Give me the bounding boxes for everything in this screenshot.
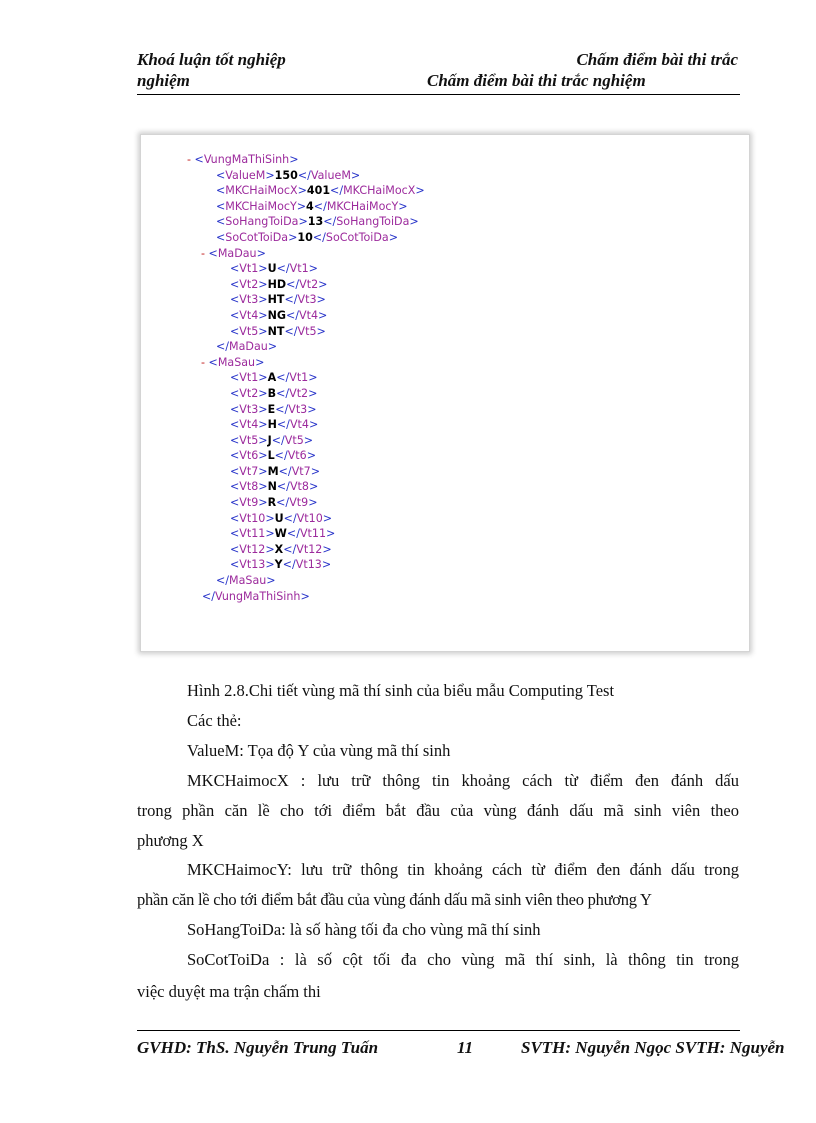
xml-value: 150	[274, 168, 298, 182]
xml-line	[187, 511, 425, 527]
xml-end-tag-name: Vt11	[299, 527, 327, 541]
xml-value: X	[274, 542, 284, 556]
xml-bracket: </	[278, 464, 292, 478]
xml-bracket: >	[409, 215, 419, 229]
xml-bracket: >	[316, 293, 326, 307]
xml-line	[187, 168, 425, 184]
xml-bracket: </	[276, 496, 290, 510]
xml-bracket: <	[230, 262, 240, 276]
xml-line	[187, 324, 425, 340]
xml-tag-name: Vt3	[239, 293, 259, 307]
xml-line	[187, 355, 425, 371]
xml-tag-name: MKCHaiMocY	[225, 199, 297, 213]
xml-value: U	[267, 262, 277, 276]
xml-bracket: </	[271, 433, 285, 447]
xml-bracket: </	[286, 277, 300, 291]
xml-bracket: <	[230, 558, 240, 572]
xml-end-tag-name: Vt10	[296, 511, 323, 525]
xml-bracket: >	[310, 464, 320, 478]
xml-bracket: </	[216, 574, 230, 588]
xml-bracket: >	[322, 542, 332, 556]
xml-bracket: <	[230, 449, 240, 463]
xml-bracket: >	[303, 433, 314, 447]
xml-bracket: <	[230, 371, 240, 385]
xml-bracket: </	[284, 324, 298, 338]
xml-line	[187, 292, 425, 308]
xml-bracket: >	[308, 386, 318, 400]
xml-bracket: >	[258, 324, 268, 338]
xml-bracket: >	[289, 153, 299, 166]
xml-bracket: <	[194, 153, 204, 166]
footer-rule	[137, 1030, 740, 1031]
xml-bracket: <	[230, 402, 240, 416]
header-left-line2: nghiệm	[137, 71, 190, 90]
xml-tag-name: Vt3	[239, 402, 259, 416]
header-rule	[137, 94, 740, 95]
mkcy-paragraph-line1: MKCHaimocY: lưu trữ thông tin khoảng cách từ điểm đen đánh dấu trong	[187, 860, 739, 879]
xml-end-tag-name: Vt7	[291, 464, 311, 478]
xml-tag-name: Vt5	[239, 433, 259, 447]
footer-gvhd: GVHD: ThS. Nguyễn Trung Tuấn	[137, 1038, 379, 1057]
xml-bracket: >	[322, 511, 333, 525]
footer-svth: SVTH: Nguyễn Ngọc SVTH: Nguyễn	[521, 1038, 785, 1057]
xml-value: J	[267, 433, 272, 447]
xml-value: U	[274, 511, 284, 525]
xml-bracket: >	[388, 230, 399, 244]
xml-bracket: <	[230, 277, 240, 291]
xml-line	[187, 448, 425, 464]
xml-bracket: <	[230, 480, 240, 494]
xml-tag-name: Vt4	[239, 418, 259, 432]
xml-line	[187, 464, 425, 480]
xml-bracket: >	[256, 246, 266, 260]
xml-bracket: </	[286, 527, 300, 541]
xml-bracket: >	[258, 433, 268, 447]
mkcx-paragraph-line3: phương X	[137, 831, 204, 850]
collapse-toggle-icon[interactable]: -	[201, 355, 209, 369]
xml-bracket: >	[307, 402, 317, 416]
header-right-line1: Chấm điểm bài thi trắc	[576, 50, 738, 69]
xml-bracket: >	[255, 355, 265, 369]
xml-end-tag-name: ValueM	[310, 168, 351, 182]
xml-bracket: >	[398, 199, 408, 213]
xml-line	[187, 589, 425, 605]
xml-value: B	[267, 386, 277, 400]
xml-line	[187, 479, 425, 495]
xml-tag-name: Vt2	[239, 386, 259, 400]
xml-bracket: >	[258, 496, 268, 510]
xml-value: R	[267, 496, 277, 510]
xml-bracket: >	[318, 308, 328, 322]
xml-bracket: </	[282, 558, 296, 572]
footer-page-number: 11	[457, 1038, 474, 1057]
xml-bracket: >	[258, 449, 268, 463]
xml-end-tag-name: Vt4	[299, 308, 319, 322]
header-left-line1: Khoá luận tốt nghiệp	[137, 50, 286, 69]
xml-line	[187, 433, 425, 449]
xml-bracket: <	[208, 355, 218, 369]
xml-tag-name: Vt5	[239, 324, 259, 338]
xml-end-tag-name: Vt1	[289, 262, 309, 276]
xml-tag-name: MKCHaiMocX	[225, 184, 298, 198]
xml-bracket: >	[266, 574, 276, 588]
valuem-paragraph: ValueM: Tọa độ Y của vùng mã thí sinh	[187, 741, 451, 760]
xml-tag-name: VungMaThiSinh	[215, 589, 301, 603]
xml-value: W	[274, 527, 287, 541]
xml-tag-name: Vt10	[239, 511, 266, 525]
xml-tag-name: MaSau	[217, 355, 256, 369]
xml-end-tag-name: Vt3	[297, 293, 317, 307]
xml-bracket: </	[283, 511, 297, 525]
socot-paragraph-line2: việc duyệt ma trận chấm thi	[137, 982, 321, 1001]
xml-bracket: <	[230, 433, 240, 447]
xml-bracket: </	[276, 480, 290, 494]
xml-line	[187, 152, 425, 168]
xml-end-tag-name: Vt4	[289, 418, 309, 432]
xml-end-tag-name: MKCHaiMocY	[326, 199, 399, 213]
socot-paragraph-line1: SoCotToiDa : là số cột tối đa cho vùng mã thí sinh, là thông tin trong	[187, 950, 739, 969]
xml-bracket: >	[258, 464, 268, 478]
header-right-line2: Chấm điểm bài thi trắc nghiệm	[427, 71, 646, 90]
xml-value: N	[267, 480, 277, 494]
xml-end-tag-name: Vt5	[297, 324, 317, 338]
xml-end-tag-name: Vt2	[299, 277, 319, 291]
xml-value: 10	[297, 230, 313, 244]
xml-bracket: <	[230, 511, 240, 525]
xml-end-tag-name: SoCotToiDa	[325, 230, 389, 244]
xml-bracket: >	[258, 293, 268, 307]
xml-bracket: </	[202, 589, 216, 603]
xml-value: 401	[306, 184, 331, 198]
mkcy-paragraph-line2: phần căn lề cho tới điểm bắt đầu của vùng đánh dấu mã sinh viên theo phương Y	[137, 890, 652, 909]
xml-line	[187, 402, 425, 418]
xml-line	[187, 495, 425, 511]
xml-tag-name: Vt6	[239, 449, 259, 463]
xml-bracket: </	[276, 418, 290, 432]
xml-end-tag-name: Vt1	[289, 371, 309, 385]
mkcx-paragraph-line2: trong phần căn lề cho tới điểm bắt đầu của vùng đánh dấu mã sinh viên theo	[137, 801, 739, 820]
xml-bracket: <	[230, 308, 240, 322]
xml-bracket: </	[330, 184, 344, 198]
collapse-toggle-icon[interactable]: -	[187, 153, 195, 166]
xml-bracket: <	[216, 199, 226, 213]
xml-value: 4	[306, 199, 314, 213]
xml-tag-name: MaSau	[229, 574, 267, 588]
tags-heading: Các thẻ:	[187, 711, 242, 730]
xml-value: H	[267, 418, 277, 432]
xml-bracket: >	[258, 386, 268, 400]
xml-bracket: >	[258, 262, 268, 276]
xml-tag-name: Vt7	[239, 464, 259, 478]
xml-bracket: >	[308, 418, 319, 432]
xml-bracket: >	[321, 558, 332, 572]
xml-tag-name: Vt1	[239, 371, 259, 385]
xml-value: Y	[274, 558, 283, 572]
xml-value: NG	[267, 308, 286, 322]
xml-bracket: <	[230, 293, 240, 307]
xml-bracket: >	[258, 402, 268, 416]
xml-bracket: >	[298, 215, 308, 229]
xml-end-tag-name: Vt6	[287, 449, 307, 463]
xml-tag-name: Vt8	[239, 480, 259, 494]
xml-line	[187, 370, 425, 386]
xml-bracket: >	[297, 184, 307, 198]
xml-line	[187, 214, 425, 230]
collapse-toggle-icon[interactable]: -	[201, 246, 209, 260]
xml-line	[187, 246, 425, 262]
xml-tag-name: VungMaThiSinh	[203, 153, 290, 166]
xml-bracket: >	[415, 184, 425, 198]
xml-end-tag-name: Vt13	[295, 558, 322, 572]
xml-bracket: >	[296, 199, 307, 213]
xml-bracket: >	[326, 527, 336, 541]
xml-tag-name: MaDau	[229, 340, 268, 354]
xml-value: A	[267, 371, 277, 385]
xml-bracket: >	[300, 589, 310, 603]
xml-bracket: </	[297, 168, 311, 182]
xml-value: E	[267, 402, 276, 416]
xml-bracket: <	[230, 542, 240, 556]
xml-tag-name: Vt12	[239, 542, 266, 556]
xml-line	[187, 230, 425, 246]
xml-end-tag-name: MKCHaiMocX	[343, 184, 416, 198]
xml-bracket: >	[265, 511, 275, 525]
xml-line	[187, 199, 425, 215]
xml-end-tag-name: Vt5	[284, 433, 304, 447]
xml-end-tag-name: SoHangToiDa	[336, 215, 410, 229]
xml-value: 13	[307, 215, 324, 229]
xml-bracket: >	[308, 371, 318, 385]
xml-value: L	[267, 449, 275, 463]
xml-tag-name: Vt13	[239, 558, 266, 572]
xml-listing	[187, 152, 425, 604]
xml-bracket: <	[230, 527, 240, 541]
xml-tag-name: Vt4	[239, 308, 259, 322]
xml-value: HT	[267, 293, 285, 307]
mkcx-paragraph-line1: MKCHaimocX : lưu trữ thông tin khoảng cách từ điểm đen đánh dấu	[187, 771, 739, 790]
xml-bracket: >	[308, 480, 319, 494]
xml-bracket: <	[230, 496, 240, 510]
xml-bracket: <	[216, 168, 226, 182]
xml-line	[187, 308, 425, 324]
xml-tag-name: MaDau	[217, 246, 257, 260]
xml-bracket: </	[274, 449, 288, 463]
xml-bracket: >	[267, 340, 278, 354]
xml-bracket: >	[350, 168, 361, 182]
xml-bracket: >	[258, 277, 268, 291]
xml-tag-name: SoCotToiDa	[225, 230, 289, 244]
xml-bracket: </	[284, 293, 298, 307]
xml-tag-name: ValueM	[225, 168, 266, 182]
xml-bracket: <	[230, 418, 240, 432]
xml-bracket: >	[318, 277, 328, 291]
xml-tag-name: Vt2	[239, 277, 259, 291]
xml-end-tag-name: Vt9	[289, 496, 309, 510]
xml-bracket: >	[258, 418, 268, 432]
xml-bracket: </	[275, 402, 289, 416]
xml-end-tag-name: Vt12	[296, 542, 323, 556]
xml-bracket: <	[208, 246, 218, 260]
xml-bracket: >	[265, 558, 275, 572]
xml-bracket: <	[216, 215, 226, 229]
xml-bracket: >	[258, 308, 268, 322]
xml-end-tag-name: Vt8	[289, 480, 309, 494]
sohang-paragraph: SoHangToiDa: là số hàng tối đa cho vùng mã thí sinh	[187, 920, 541, 939]
xml-bracket: >	[308, 262, 318, 276]
xml-line	[187, 261, 425, 277]
xml-bracket: <	[230, 464, 240, 478]
xml-bracket: >	[258, 480, 268, 494]
xml-bracket: </	[312, 230, 326, 244]
xml-bracket: <	[216, 230, 226, 244]
xml-tag-name: SoHangToiDa	[225, 215, 299, 229]
xml-bracket: >	[265, 527, 275, 541]
xml-bracket: >	[308, 496, 318, 510]
xml-line	[187, 339, 425, 355]
xml-bracket: </	[285, 308, 300, 322]
xml-line	[187, 573, 425, 589]
xml-line	[187, 277, 425, 293]
xml-bracket: </	[323, 215, 337, 229]
xml-tag-name: Vt9	[239, 496, 259, 510]
xml-line	[187, 542, 425, 558]
xml-bracket: >	[258, 371, 268, 385]
xml-line	[187, 417, 425, 433]
xml-bracket: </	[283, 542, 297, 556]
xml-value: NT	[267, 324, 285, 338]
xml-line	[187, 183, 425, 199]
xml-bracket: </	[276, 371, 290, 385]
xml-bracket: >	[288, 230, 298, 244]
xml-bracket: >	[265, 168, 275, 182]
xml-bracket: </	[216, 340, 230, 354]
figure-caption: Hình 2.8.Chi tiết vùng mã thí sinh của biểu mẫu Computing Test	[187, 681, 615, 700]
xml-bracket: >	[306, 449, 317, 463]
xml-line	[187, 386, 425, 402]
xml-bracket: <	[216, 184, 226, 198]
xml-value: HD	[267, 277, 287, 291]
xml-bracket: >	[265, 542, 275, 556]
xml-end-tag-name: Vt3	[288, 402, 308, 416]
xml-bracket: </	[276, 262, 290, 276]
xml-end-tag-name: Vt2	[289, 386, 309, 400]
xml-tag-name: Vt11	[239, 527, 266, 541]
xml-line	[187, 557, 425, 573]
xml-bracket: </	[313, 199, 327, 213]
xml-value: M	[267, 464, 279, 478]
xml-tag-name: Vt1	[239, 262, 259, 276]
xml-line	[187, 526, 425, 542]
xml-bracket: </	[276, 386, 290, 400]
xml-bracket: >	[316, 324, 326, 338]
xml-bracket: <	[230, 324, 240, 338]
xml-bracket: <	[230, 386, 240, 400]
